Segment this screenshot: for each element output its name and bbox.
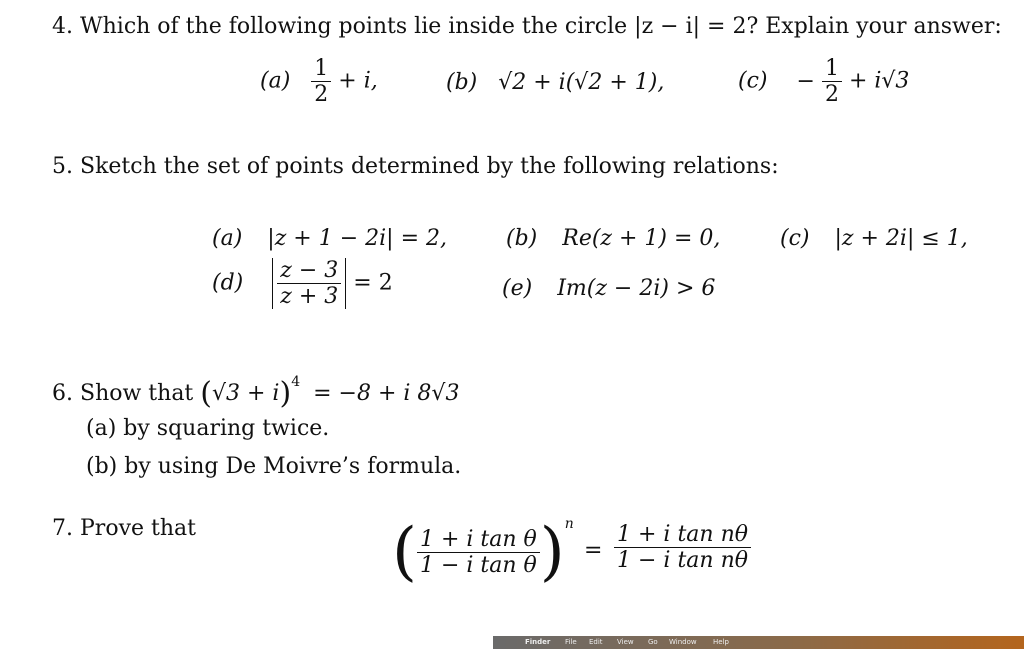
relation-b-label: (b) <box>506 226 538 251</box>
absolute-value-bars <box>272 258 346 309</box>
question-4-number: 4. <box>52 14 73 39</box>
denominator: 1 − i tan θ <box>417 552 540 578</box>
question-4-text: Which of the following points lie inside the circle |z − i| = 2? Explain your answer: <box>80 14 1002 39</box>
fraction-lhs <box>417 527 540 578</box>
numerator: 1 <box>314 56 329 81</box>
option-b-label: (b) <box>446 70 478 95</box>
question-7-lhs <box>392 515 574 589</box>
option-a-rest: + i, <box>338 68 378 94</box>
relation-c-label: (c) <box>780 226 810 251</box>
relation-a-expr: |z + 1 − 2i| = 2, <box>267 226 447 251</box>
question-4-option-a <box>260 56 378 107</box>
fraction-one-half-c <box>822 56 842 107</box>
left-paren: ( <box>200 376 212 411</box>
question-5-relation-b <box>506 226 720 251</box>
left-big-paren: ( <box>392 515 417 589</box>
menu-item-edit[interactable]: Edit <box>589 638 603 646</box>
question-7-rhs <box>614 522 751 573</box>
question-7 <box>52 516 196 541</box>
menu-bar <box>493 636 1024 649</box>
menu-item-window[interactable]: Window <box>669 638 697 646</box>
question-6 <box>52 374 459 411</box>
menu-item-help[interactable]: Help <box>713 638 729 646</box>
question-6-base: √3 + i <box>212 381 280 406</box>
fraction-d <box>277 258 341 309</box>
question-7-equals: = <box>584 538 603 563</box>
question-4-option-c <box>738 56 909 107</box>
menu-item-view[interactable]: View <box>617 638 634 646</box>
relation-e-expr: Im(z − 2i) > 6 <box>557 276 716 301</box>
question-5-relation-d <box>212 258 393 309</box>
menu-item-go[interactable]: Go <box>648 638 658 646</box>
option-c-sign: − <box>796 68 815 94</box>
right-paren: ) <box>279 376 292 411</box>
question-5-relation-a <box>212 226 447 251</box>
question-6-part-b: (b) by using De Moivre’s formula. <box>86 454 462 479</box>
numerator: z − 3 <box>280 258 339 283</box>
option-c-label: (c) <box>738 68 768 94</box>
question-6-rhs: = −8 + i 8√3 <box>313 381 460 406</box>
question-4 <box>52 14 1002 39</box>
question-5-text: Sketch the set of points determined by the following relations: <box>80 154 779 179</box>
question-7-text: Prove that <box>80 516 196 541</box>
fraction-one-half <box>311 56 331 107</box>
denominator: 2 <box>311 81 331 107</box>
menu-item-finder[interactable]: Finder <box>525 638 551 646</box>
question-5-relation-e <box>502 276 715 301</box>
question-5 <box>52 154 779 179</box>
menu-item-file[interactable]: File <box>565 638 577 646</box>
numerator: 1 + i tan θ <box>419 526 537 552</box>
denominator: z + 3 <box>277 283 341 309</box>
question-6-exponent: 4 <box>291 374 301 390</box>
question-5-relation-c <box>780 226 968 251</box>
denominator: 2 <box>822 81 842 107</box>
question-5-number: 5. <box>52 154 73 179</box>
question-7-number: 7. <box>52 516 73 541</box>
relation-a-label: (a) <box>212 226 243 251</box>
relation-d-rest: = 2 <box>353 270 393 296</box>
relation-e-label: (e) <box>502 276 533 301</box>
question-6-part-a: (a) by squaring twice. <box>86 416 330 441</box>
denominator: 1 − i tan nθ <box>614 547 751 573</box>
option-b-expr: √2 + i(√2 + 1), <box>498 70 665 95</box>
option-c-rest: + i√3 <box>848 68 910 94</box>
question-6-number: 6. <box>52 381 73 406</box>
question-4-option-b <box>446 70 664 95</box>
question-6-text: Show that <box>80 381 194 406</box>
relation-c-expr: |z + 2i| ≤ 1, <box>834 226 968 251</box>
option-a-label: (a) <box>260 68 291 94</box>
numerator: 1 + i tan nθ <box>617 522 748 547</box>
relation-d-label: (d) <box>212 270 244 296</box>
numerator: 1 <box>824 56 839 81</box>
lhs-exponent: n <box>564 516 574 532</box>
right-big-paren: ) <box>539 515 565 589</box>
relation-b-expr: Re(z + 1) = 0, <box>562 226 721 251</box>
fraction-rhs <box>614 522 751 573</box>
